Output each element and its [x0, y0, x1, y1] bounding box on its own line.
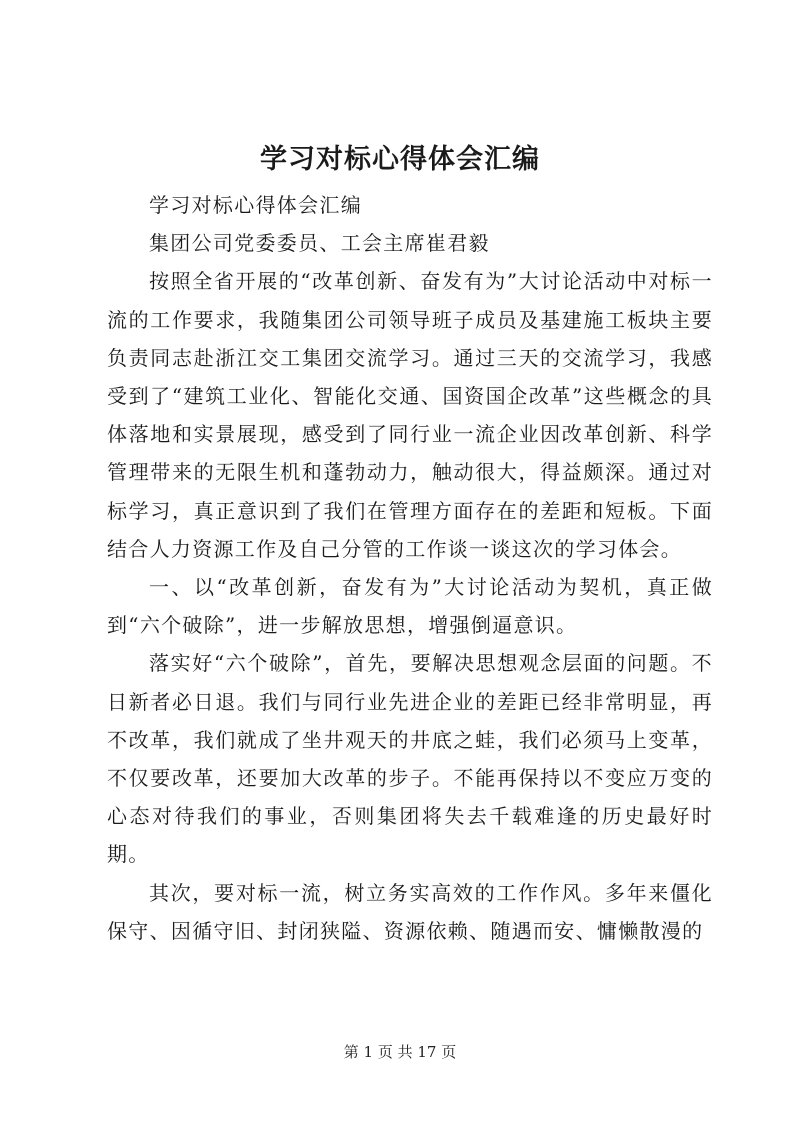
body-paragraph: 落实好“六个破除”，首先，要解决思想观念层面的问题。不日新者必日退。我们与同行业先进企业的差距已经非常明显，再不改革，我们就成了坐井观天的井底之蛙，我们必须马上变革，不仅要改革，还要加大改革的步子。不能再保持以不变应万变的心态对待我们的事业，否则集团将失去千载难逢的历史最好时期。	[107, 651, 713, 867]
body-paragraph: 其次，要对标一流，树立务实高效的工作作风。多年来僵化保守、因循守旧、封闭狭隘、资源依赖、随遇而安、慵懒散漫的	[107, 880, 713, 943]
body-paragraph-heading: 学习对标心得体会汇编	[149, 193, 362, 217]
document-title: 学习对标心得体会汇编	[260, 144, 540, 175]
document-body	[107, 186, 713, 950]
page-number-footer: 第 1 页 共 17 页	[343, 1043, 457, 1061]
body-paragraph: 按照全省开展的“改革创新、奋发有为”大讨论活动中对标一流的工作要求，我随集团公司领导班子成员及基建施工板块主要负责同志赴浙江交工集团交流学习。通过三天的交流学习，我感受到了“建筑工业化、智能化交通、国资国企改革”这些概念的具体落地和实景展现，感受到了同行业一流企业因改革创新、科学管理带来的无限生机和蓬勃动力，触动很大，得益颇深。通过对标学习，真正意识到了我们在管理方面存在的差距和短板。下面结合人力资源工作及自己分管的工作谈一谈这次的学习体会。	[107, 269, 713, 561]
body-paragraph-section-heading: 一、以“改革创新，奋发有为”大讨论活动为契机，真正做到“六个破除”，进一步解放思想，增强倒逼意识。	[107, 575, 713, 638]
body-paragraph-author: 集团公司党委委员、工会主席崔君毅	[149, 231, 490, 256]
